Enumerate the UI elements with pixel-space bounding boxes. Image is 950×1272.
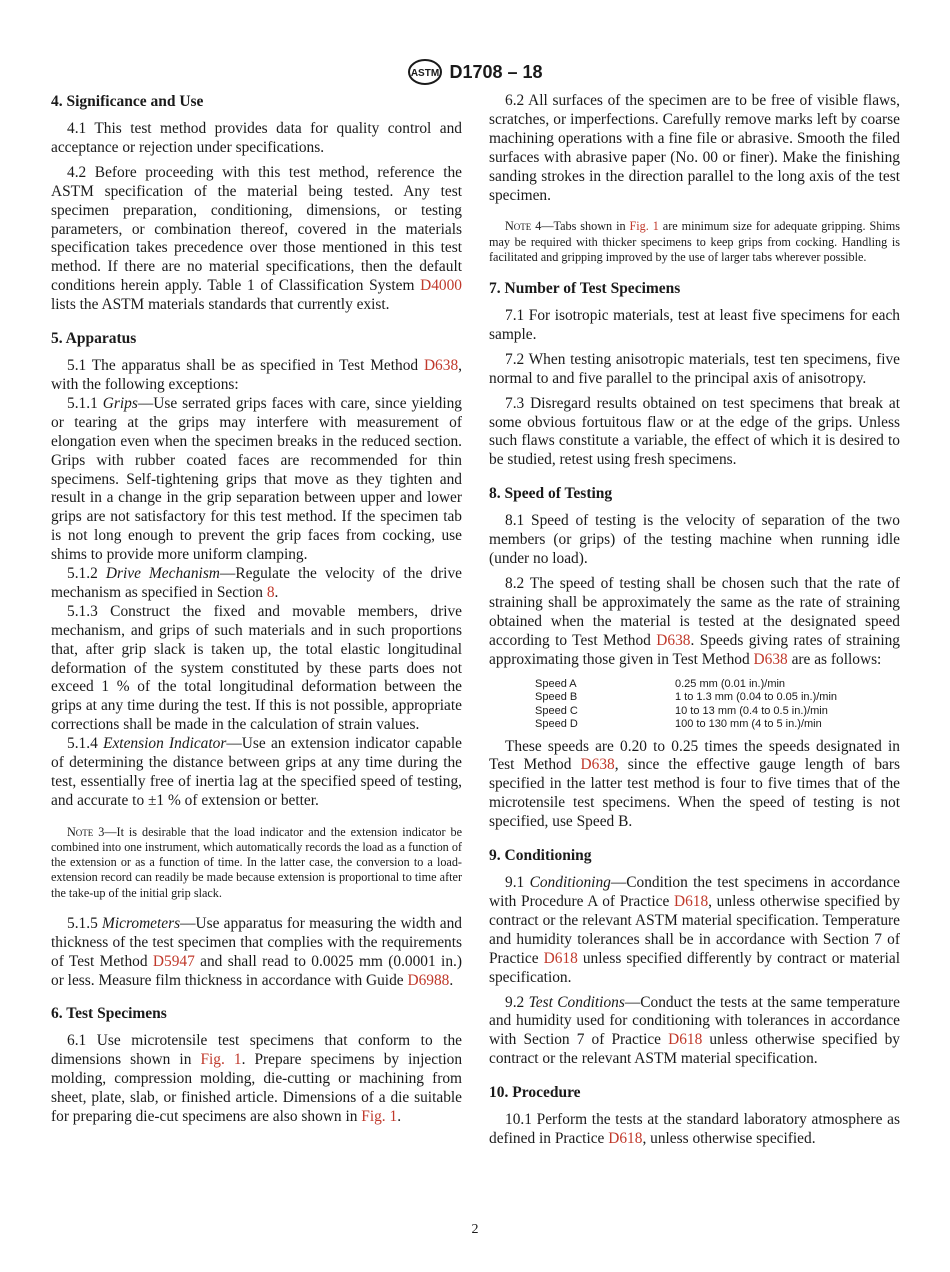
paragraph-5-1-4: 5.1.4 Extension Indicator—Use an extension indicator capable of determining the distance between grips at any time during the test, essentially free of inertia lag at the specified speed of testing, and accurate to ±1 % of extension or better. (51, 735, 463, 809)
paragraph-6-1: 6.1 Use microtensile test specimens that conform to the dimensions shown in Fig. 1. Prepare specimens by injection molding, compression molding, die-cutting or machining from sheet, plate, slab, or finished article. Dimensions of a die suitable for preparing die-cut specimens are also shown in Fig. 1. (51, 1032, 463, 1126)
link-fig-1[interactable]: Fig. 1 (200, 1051, 242, 1069)
link-section-8[interactable]: 8 (266, 583, 275, 601)
table-row (535, 678, 837, 692)
section-10-title: 10. Procedure (489, 1084, 581, 1102)
paragraph-4-1: 4.1 This test method provides data for quality control and acceptance or rejection under specifications. (51, 120, 462, 156)
speed-name: Speed D (535, 718, 578, 731)
section-6-title: 6. Test Specimens (51, 1005, 167, 1023)
document-designation: D1708 – 18 (449, 61, 543, 82)
paragraph-4-2: 4.2 Before proceeding with this test method, reference the ASTM specification of the material being tested. Any test specimen preparation, conditioning, dimensions, or testing parameters, or combination thereof, covered in the materials specification takes precedence over those mentioned in this test method. If there are no material specifications, then the default conditions herein apply. Table 1 of Classification System D4000 lists the ASTM materials standards that currently exist. (51, 163, 462, 314)
right-column (489, 92, 900, 1149)
page-number: 2 (471, 1222, 479, 1237)
paragraph-5-1-5: 5.1.5 Micrometers—Use apparatus for measuring the width and thickness of the test specimen that complies with the requirements of Test Method D5947 and shall read to 0.0025 mm (0.0001 in.) or less. Measure film thickness in accordance with Guide D6988. (51, 914, 462, 989)
paragraph-7-2: 7.2 When testing anisotropic materials, test ten specimens, five normal to and five parallel to the principal axis of anisotropy. (489, 350, 900, 387)
section-5-title: 5. Apparatus (51, 330, 137, 348)
speed-value: 100 to 130 mm (4 to 5 in.)/min (675, 718, 822, 731)
section-8-title: 8. Speed of Testing (489, 485, 613, 503)
speed-value: 1 to 1.3 mm (0.04 to 0.05 in.)/min (675, 691, 838, 704)
table-row (535, 691, 837, 705)
speed-name: Speed A (535, 677, 577, 690)
paragraph-5-1-3: 5.1.3 Construct the fixed and movable members, drive mechanism, and grips of such materials and in such proportions that, after grip slack is taken up, the total elastic longitudinal deformation of the system constituted by these parts does not exceed 1 % of the total longitudinal deformation between the grips at any time during the test. If this is not possible, appropriate corrections shall be made in the calculation of strain values. (51, 602, 462, 734)
left-column (51, 92, 462, 1127)
link-d4000[interactable]: D4000 (420, 277, 462, 295)
paragraph-5-1-2: 5.1.2 Drive Mechanism—Regulate the velocity of the drive mechanism as specified in Section 8. (51, 565, 462, 601)
paragraph-7-3: 7.3 Disregard results obtained on test specimens that break at some obvious fortuitous flaw or at the edge of the grips. Unless such flaws constitute a variable, the effect of which it is desired to be studied, retest using fresh specimens. (489, 394, 900, 469)
note-3: Note 3—It is desirable that the load indicator and the extension indicator be combined into one instrument, which automatically records the load as a function of the extension or as a function of time. In the latter case, the conversion to a load-extension record can readily be made because extension is proportional to time after the take-up of the initial grip slack. (51, 824, 463, 900)
paragraph-5-1-1: 5.1.1 Grips—Use serrated grips faces with care, since yielding or tearing at the grips may interfere with measurement of elongation even when the specimen breaks in the reduced section. Grips with rubber coated faces are recommended for thin specimens. Self-tightening grips that move as they tighten and result in a change in the grip separation between upper and lower grips are not satisfactory for this test method. If the specimen tab is not long enough to prevent the grip faces from cocking, use shims to provide more uniform clamping. (51, 394, 462, 564)
paragraph-7-1: 7.1 For isotropic materials, test at least five specimens for each sample. (489, 307, 900, 343)
paragraph-9-1: 9.1 Conditioning—Condition the test specimens in accordance with Procedure A of Practice D618, unless otherwise specified by contract or the relevant ASTM material specification. Temperature and humidity tolerances shall be in accordance with Section 7 of Practice D618 unless specified differently by contract or material specification. (489, 874, 900, 986)
paragraph-speeds-explanation: These speeds are 0.20 to 0.25 times the speeds designated in Test Method D638, since the effective gauge length of bars specified in the latter test method is four to five times that of the microtensile test specimens. When the speed of testing is not specified, use Speed B. (489, 737, 900, 831)
section-9-title: 9. Conditioning (489, 847, 592, 865)
link-d618[interactable]: D618 (543, 949, 578, 967)
paragraph-9-2: 9.2 Test Conditions—Conduct the tests at the same temperature and humidity used for conditioning with tolerances in accordance with Section 7 of Practice D618 unless otherwise specified by contract or the relevant ASTM material specification. (489, 993, 900, 1068)
paragraph-8-2: 8.2 The speed of testing shall be chosen such that the rate of straining shall be approximately the same as the rate of straining obtained when the material is tested at the designated speed according to Test Method D638. Speeds giving rates of straining approximating those given in Test Method D638 are as follows: (489, 575, 900, 668)
table-row (535, 705, 837, 719)
section-4-title: 4. Significance and Use (51, 93, 204, 110)
speed-name: Speed C (535, 704, 578, 717)
paragraph-6-2: 6.2 All surfaces of the specimen are to be free of visible flaws, scratches, or imperfections. Carefully remove marks left by coarse machining operations with a fine file or abrasive. Smooth the filed surfaces with abrasive paper (No. 00 or finer). Make the finishing sanding strokes in the direction parallel to the long axis of the test specimen. (489, 92, 900, 204)
speed-value: 10 to 13 mm (0.4 to 0.5 in.)/min (675, 704, 828, 717)
link-d5947[interactable]: D5947 (152, 952, 195, 970)
link-d618[interactable]: D618 (668, 1031, 703, 1049)
link-d618[interactable]: D618 (673, 892, 709, 910)
page-header (0, 58, 950, 86)
speed-table (535, 678, 837, 732)
link-d6988[interactable]: D6988 (407, 971, 450, 989)
link-d638[interactable]: D638 (753, 650, 788, 668)
link-d638[interactable]: D638 (656, 631, 691, 649)
link-fig-1[interactable]: Fig. 1 (361, 1108, 398, 1126)
paragraph-10-1: 10.1 Perform the tests at the standard laboratory atmosphere as defined in Practice D618, unless otherwise specified. (489, 1111, 900, 1148)
speed-value: 0.25 mm (0.01 in.)/min (675, 677, 786, 690)
link-d638[interactable]: D638 (423, 357, 459, 375)
note-4: Note 4—Tabs shown in Fig. 1 are minimum size for adequate gripping. Shims may be required with thicker specimens to keep grips from cocking. Handling is facilitated and gripping improved by the use of larger tabs wherever possible. (489, 219, 900, 264)
paragraph-8-1: 8.1 Speed of testing is the velocity of separation of the two members (or grips) of the testing machine when running idle (under no load). (489, 512, 900, 568)
speed-name: Speed B (535, 691, 578, 704)
link-fig-1[interactable]: Fig. 1 (629, 219, 659, 234)
svg-text:ASTM: ASTM (411, 68, 440, 79)
paragraph-5-1: 5.1 The apparatus shall be as specified in Test Method D638, with the following exceptions: (51, 357, 462, 393)
link-d638[interactable]: D638 (580, 756, 615, 774)
table-row (535, 718, 837, 732)
astm-logo-icon (407, 58, 443, 86)
link-d618[interactable]: D618 (608, 1130, 643, 1148)
section-7-title: 7. Number of Test Specimens (489, 280, 681, 298)
